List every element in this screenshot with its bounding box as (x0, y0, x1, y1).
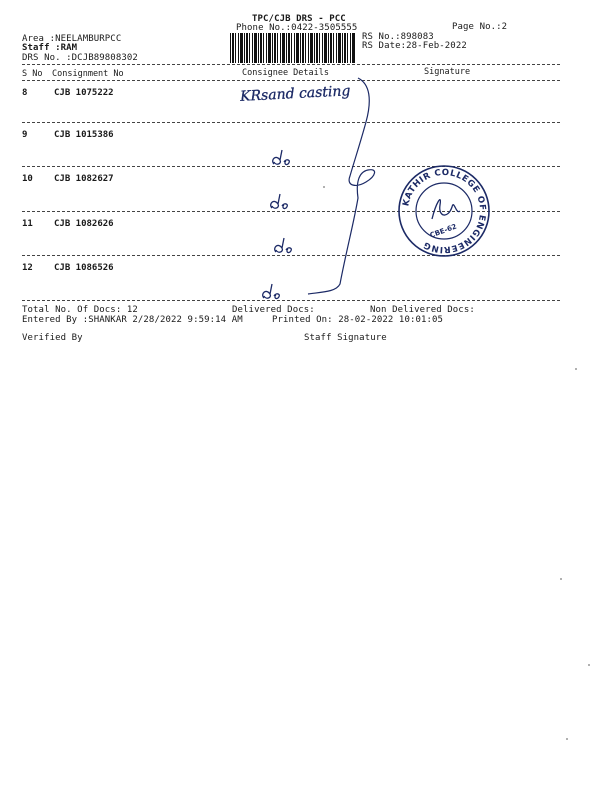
barcode (230, 33, 356, 63)
column-consignee: Consignee Details (242, 68, 329, 78)
row-consignment: CJB 1082626 (54, 219, 114, 229)
column-consignment: Consignment No (52, 69, 124, 79)
svg-text:CBE-62: CBE-62 (428, 222, 458, 240)
scan-speck (588, 664, 590, 666)
scan-speck (575, 368, 577, 370)
column-signature: Signature (424, 67, 471, 77)
drs-number: DRS No. :DCJB89808302 (22, 53, 138, 63)
college-seal (396, 163, 492, 259)
staff-label: Staff :RAM (22, 43, 78, 53)
row-sno: 11 (22, 219, 33, 229)
total-docs: Total No. Of Docs: 12 (22, 305, 138, 315)
row-sno: 12 (22, 263, 33, 273)
rs-date: RS Date:28-Feb-2022 (362, 41, 467, 51)
ditto-mark (266, 192, 296, 214)
signature-stroke (296, 72, 392, 298)
entered-by: Entered By :SHANKAR 2/28/2022 9:59:14 AM (22, 315, 243, 325)
row-sno: 8 (22, 88, 28, 98)
phone-number: Phone No.:0422-3505555 (236, 23, 358, 33)
scan-speck (323, 186, 325, 188)
row-consignment: CJB 1015386 (54, 130, 114, 140)
document-title: TPC/CJB DRS - PCC (252, 14, 346, 24)
printed-on: Printed On: 28-02-2022 10:01:05 (272, 315, 444, 325)
ditto-mark (258, 282, 288, 304)
table-bottom-divider (22, 300, 560, 301)
staff-signature-label: Staff Signature (304, 333, 387, 343)
non-delivered-docs: Non Delivered Docs: (370, 305, 475, 315)
row-consignment: CJB 1075222 (54, 88, 114, 98)
rs-number: RS No.:898083 (362, 32, 434, 42)
row-consignment: CJB 1082627 (54, 174, 114, 184)
verified-by: Verified By (22, 333, 83, 343)
row-sno: 10 (22, 174, 33, 184)
page-number: Page No.:2 (452, 22, 508, 32)
svg-text:KRsand casting: KRsand casting (239, 83, 351, 105)
ditto-mark (268, 148, 298, 170)
scan-speck (566, 738, 568, 740)
row-sno: 9 (22, 130, 28, 140)
delivered-docs: Delivered Docs: (232, 305, 315, 315)
row-consignment: CJB 1086526 (54, 263, 114, 273)
column-sno: S No (22, 69, 43, 79)
header-divider (22, 64, 560, 65)
row-divider (22, 122, 560, 123)
area-label: Area :NEELAMBURPCC (22, 34, 122, 44)
scan-speck (560, 578, 562, 580)
svg-text:KATHIR COLLEGE OF ENGINEERING: KATHIR COLLEGE OF ENGINEERING (401, 167, 488, 255)
